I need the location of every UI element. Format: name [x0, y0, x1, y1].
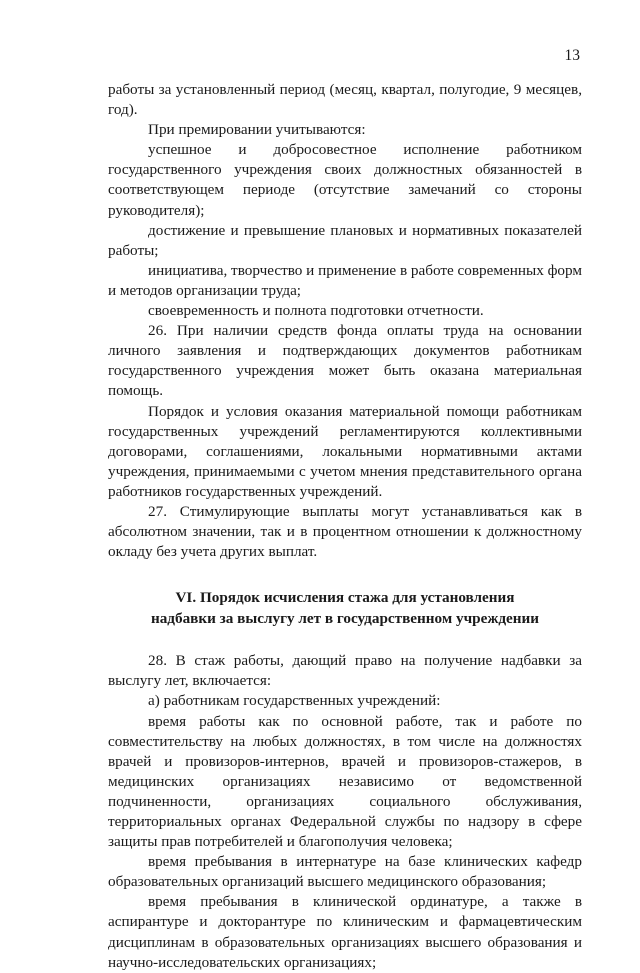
- paragraphs-after: [108, 651, 582, 973]
- paragraph: 26. При наличии средств фонда оплаты труда на основании личного заявления и подтверждающих документов работникам государственного учреждения может быть оказана материальная помощь.: [108, 322, 582, 400]
- section-heading-line: VI. Порядок исчисления стажа для установления: [175, 589, 515, 607]
- paragraph: время пребывания в интернатуре на базе клинических кафедр образовательных организаций высшего медицинского образования;: [108, 853, 582, 891]
- paragraph: работы за установленный период (месяц, квартал, полугодие, 9 месяцев, год).: [108, 81, 582, 119]
- paragraph: При премировании учитываются:: [148, 121, 366, 139]
- paragraph: своевременность и полнота подготовки отчетности.: [148, 302, 484, 320]
- paragraph: а) работникам государственных учреждений:: [148, 692, 441, 710]
- paragraph: 28. В стаж работы, дающий право на получение надбавки за выслугу лет, включается:: [108, 652, 582, 690]
- document-body: [108, 80, 582, 973]
- section-heading-line: надбавки за выслугу лет в государственном учреждении: [150, 609, 540, 627]
- paragraph: Порядок и условия оказания материальной помощи работникам государственных учреждений регламентируются коллективными договорами, соглашениями, локальными нормативными актами учреждения, принимаемыми с учетом мнения представительного органа работников государственных учреждений.: [108, 402, 582, 500]
- paragraph: время пребывания в клинической ординатуре, а также в аспирантуре и докторантуре по клиническим и фармацевтическим дисциплинам в образовательных организациях высшего образования и научно-исследовательских организациях;: [108, 893, 582, 971]
- paragraph: 27. Стимулирующие выплаты могут устанавливаться как в абсолютном значении, так и в процентном отношении к должностному окладу без учета других выплат.: [108, 502, 582, 561]
- section-heading: [108, 588, 582, 629]
- paragraph: инициатива, творчество и применение в работе современных форм и методов организации труда;: [108, 261, 582, 299]
- page-number: 13: [564, 47, 580, 64]
- paragraph: успешное и добросовестное исполнение работником государственного учреждения своих должностных обязанностей в соответствующем периоде (отсутствие замечаний со стороны руководителя);: [108, 141, 582, 219]
- paragraphs-before: [108, 80, 582, 562]
- paragraph: достижение и превышение плановых и нормативных показателей работы;: [108, 221, 582, 259]
- paragraph: время работы как по основной работе, так и работе по совместительству на любых должностях, в том числе на должностях врачей и провизоров-интернов, врачей и провизоров-стажеров, в медицинских организациях независимо от ведомственной подчиненности, организациях социального обслуживания, территориальных органах Федеральной службы по надзору в сфере защиты прав потребителей и благополучия человека;: [108, 712, 582, 851]
